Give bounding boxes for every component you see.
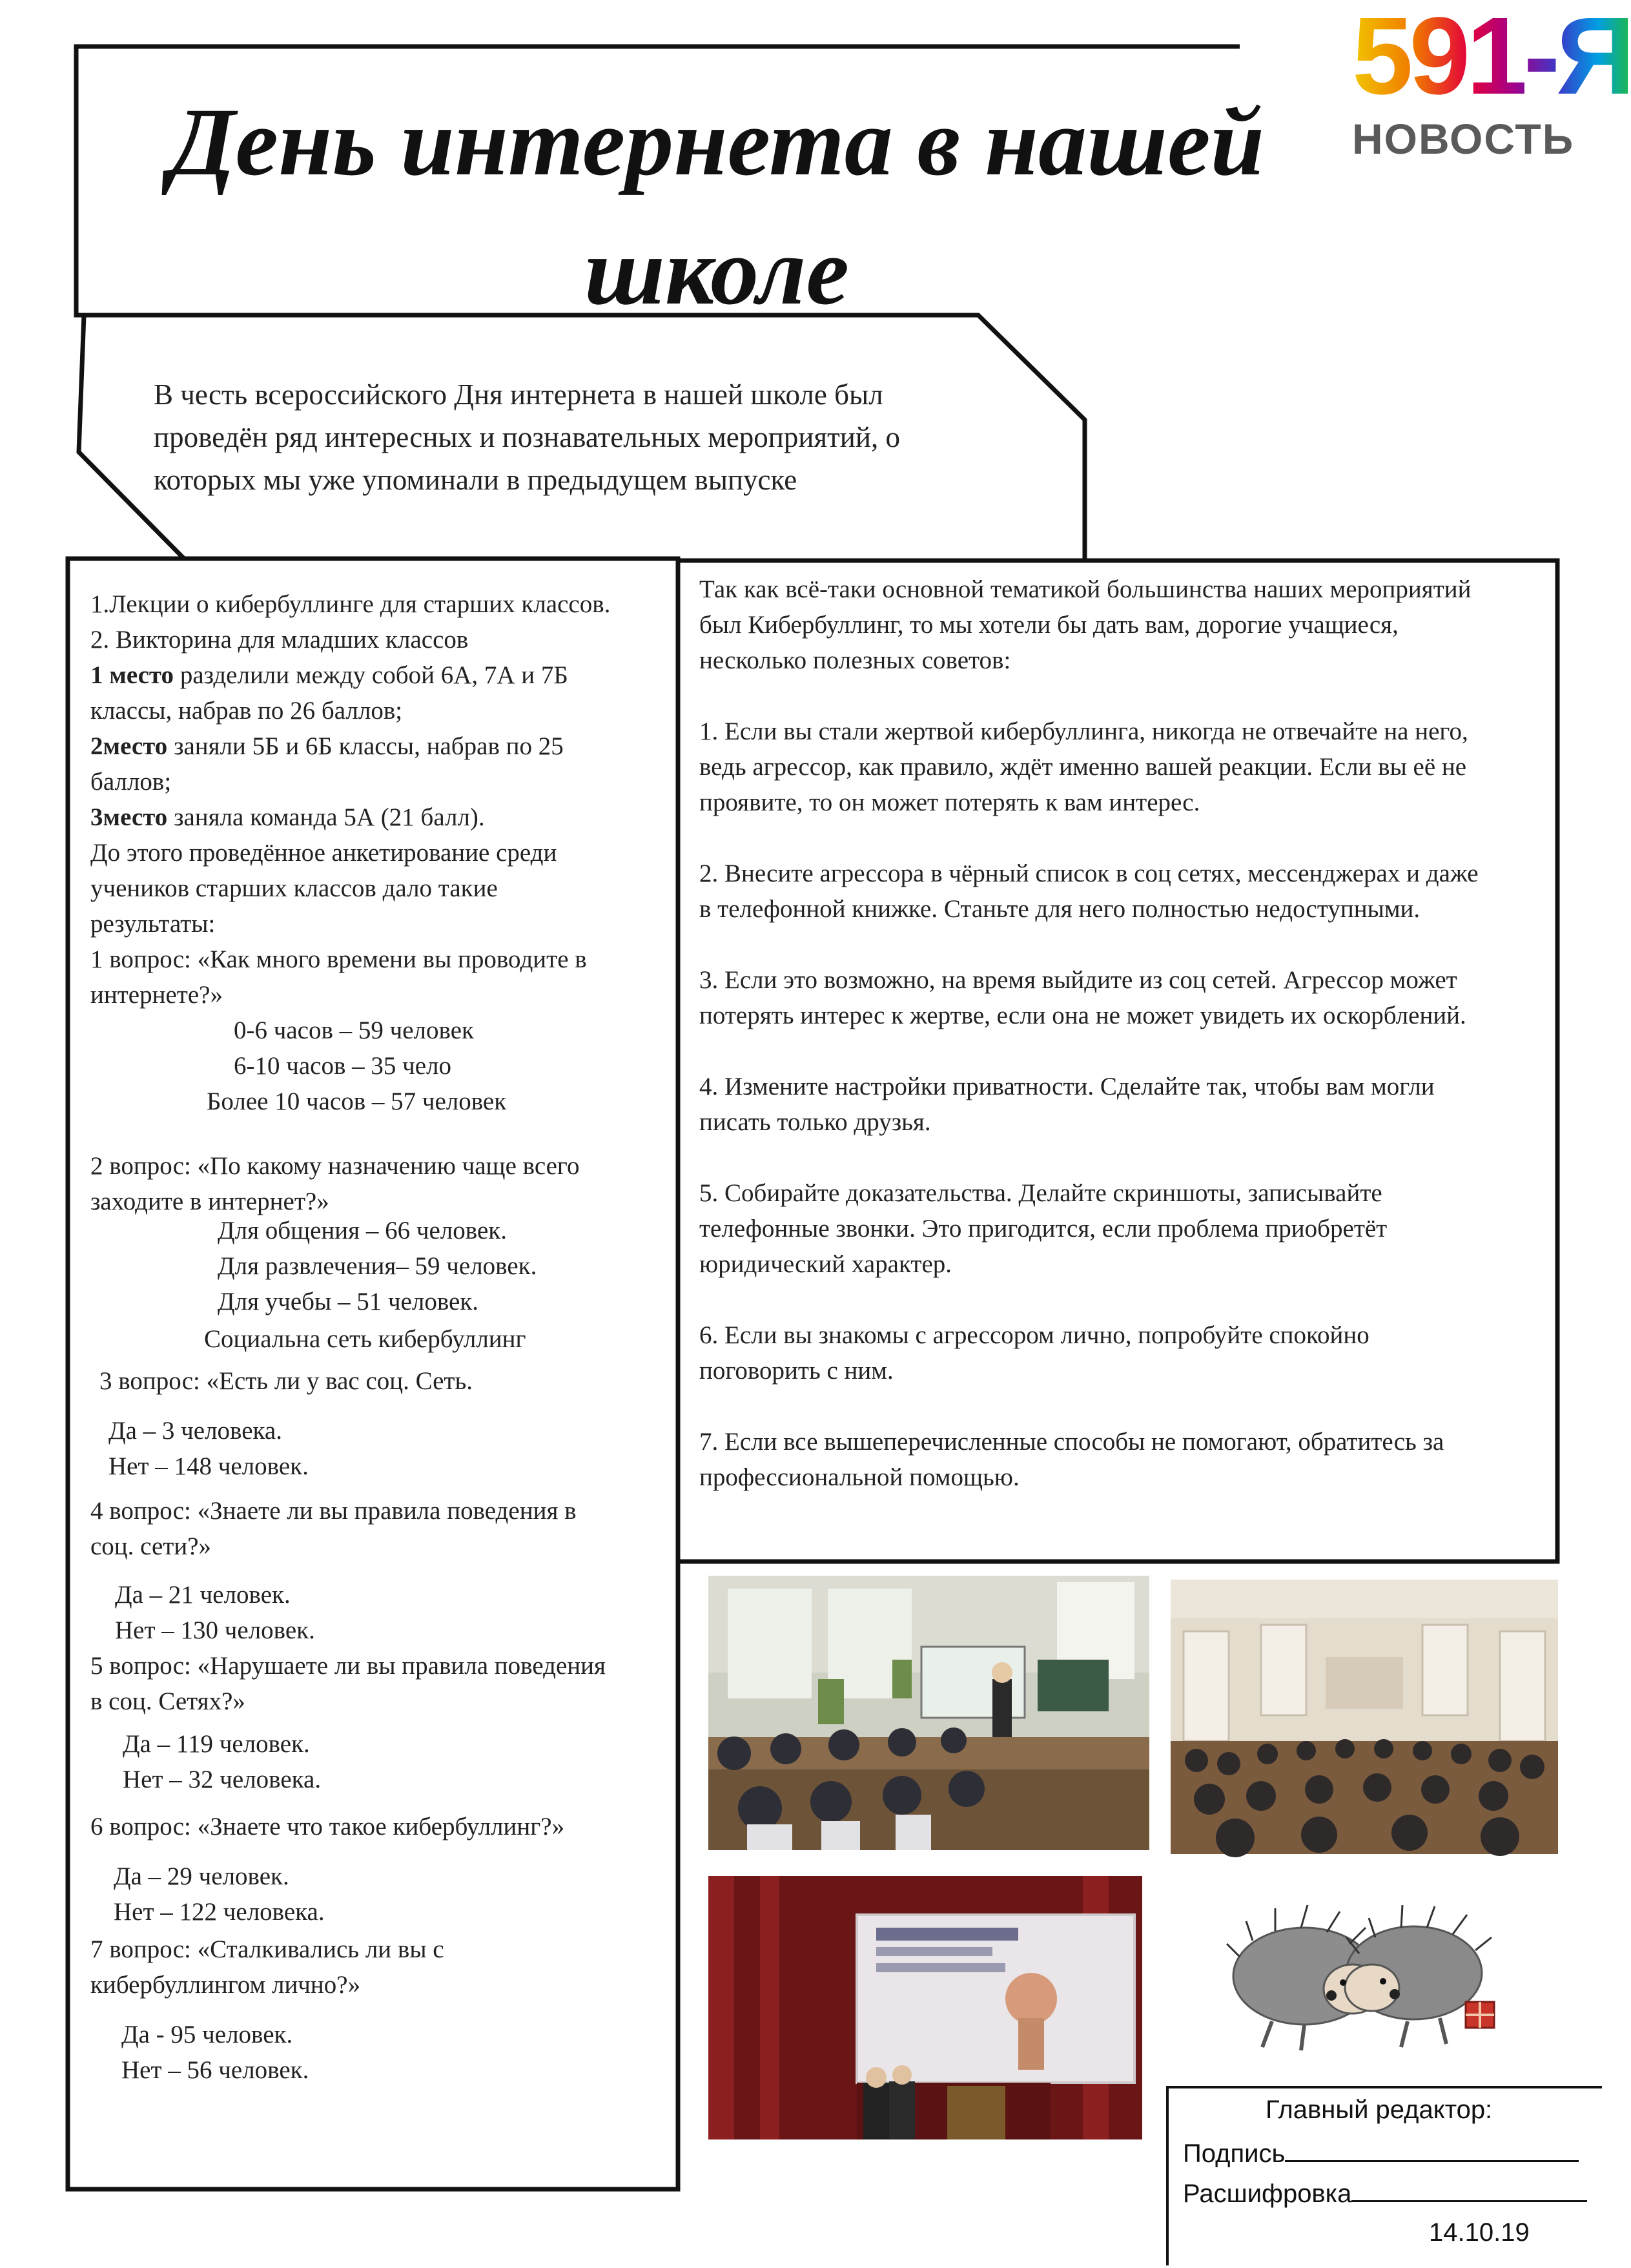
question-1: интернете?» [90, 981, 223, 1009]
answer: Да – 119 человек. [123, 1730, 310, 1758]
tip-5: 5. Собирайте доказательства. Делайте скриншоты, записывайте [699, 1179, 1382, 1207]
answer: Нет – 148 человек. [108, 1452, 309, 1480]
tips-intro: несколько полезных советов: [699, 646, 1011, 674]
answer: Нет – 122 человека. [114, 1898, 325, 1926]
newspaper-logo [1352, 0, 1631, 168]
place-text: заняла команда 5А (21 балл). [167, 803, 485, 831]
tip-6: поговорить с ним. [699, 1357, 894, 1385]
answer: Да – 3 человека. [108, 1417, 282, 1445]
tip-5: телефонные звонки. Это пригодится, если проблема приобретёт [699, 1215, 1388, 1242]
logo-number: 591-Я [1352, 0, 1631, 118]
tip-6: 6. Если вы знакомы с агрессором лично, попробуйте спокойно [699, 1321, 1369, 1349]
decode-blank [1351, 2176, 1587, 2202]
place-label: 1 место [90, 661, 174, 689]
question-6: 6 вопрос: «Знаете что такое кибербуллинг?» [90, 1813, 565, 1840]
quiz-place-2 [90, 728, 672, 764]
tips-intro: Так как всё-таки основной тематикой большинства наших мероприятий [699, 575, 1472, 603]
decode-label: Расшифровка [1183, 2180, 1352, 2208]
question-3: 3 вопрос: «Есть ли у вас соц. Сеть. [99, 1367, 473, 1395]
answer: Нет – 56 человек. [121, 2056, 309, 2084]
quiz-place-1 [90, 657, 672, 693]
editor-block [1169, 2087, 1608, 2268]
text-line: 1.Лекции о кибербуллинге для старших классов. [90, 590, 611, 618]
answer: Для учебы – 51 человек. [218, 1288, 479, 1315]
tip-4: 4. Измените настройки приватности. Сделайте так, чтобы вам могли [699, 1073, 1435, 1100]
classroom-photo [708, 1576, 1149, 1850]
presentation-photo [708, 1876, 1142, 2139]
intro-line: которых мы уже упоминали в предыдущем выпуске [154, 464, 797, 496]
tip-1: ведь агрессор, как правило, ждёт именно вашей реакции. Если вы её не [699, 753, 1467, 781]
signature-label: Подпись [1183, 2139, 1286, 2168]
question-7: кибербуллингом лично?» [90, 1971, 361, 1999]
issue-date: 14.10.19 [1429, 2218, 1530, 2247]
text-line: результаты: [90, 910, 216, 938]
logo-subtitle: НОВОСТЬ [1352, 115, 1575, 163]
answer: Для общения – 66 человек. [218, 1217, 507, 1244]
tip-2: 2. Внесите агрессора в чёрный список в соц сетях, мессенджерах и даже [699, 860, 1479, 887]
place-label: 2место [90, 732, 168, 760]
assembly-hall-photo [1171, 1580, 1558, 1854]
tip-4: писать только друзья. [699, 1108, 931, 1136]
tip-7: 7. Если все вышеперечисленные способы не помогают, обратитесь за [699, 1428, 1444, 1456]
text-line: До этого проведённое анкетирование среди [90, 839, 557, 867]
tip-5: юридический характер. [699, 1250, 952, 1278]
question-4: 4 вопрос: «Знаете ли вы правила поведения в [90, 1497, 577, 1525]
tip-3: потерять интерес к жертве, если она не может увидеть их оскорблений. [699, 1002, 1466, 1029]
tips-intro: был Кибербуллинг, то мы хотели бы дать вам, дорогие учащиеся, [699, 611, 1399, 639]
survey-column [90, 586, 672, 2088]
question-2: 2 вопрос: «По какому назначению чаще всего [90, 1152, 580, 1180]
tip-2: в телефонной книжке. Станьте для него полностью недоступными. [699, 895, 1421, 923]
answer: Для развлечения– 59 человек. [218, 1252, 537, 1280]
intro-text [154, 373, 1058, 501]
place-text: разделили между собой 6А, 7А и 7Б [174, 661, 568, 689]
text-line: баллов; [90, 768, 172, 796]
question-2: заходите в интернет?» [90, 1188, 329, 1215]
intro-line: В честь всероссийского Дня интернета в нашей школе был [154, 378, 883, 411]
tips-column [699, 572, 1571, 1495]
question-1: 1 вопрос: «Как много времени вы проводите в [90, 945, 587, 973]
answer: Социальна сеть кибербуллинг [204, 1325, 526, 1353]
hedgehogs-illustration [1214, 1892, 1514, 2057]
signature-line [1183, 2136, 1579, 2170]
answer: Да – 21 человек. [115, 1581, 291, 1609]
quiz-place-3 [90, 799, 672, 835]
text-line: 2. Викторина для младших классов [90, 626, 469, 654]
intro-line: проведён ряд интересных и познавательных мероприятий, о [154, 421, 900, 453]
answer: 6-10 часов – 35 чело [234, 1052, 452, 1080]
decode-line [1183, 2176, 1587, 2210]
place-label: 3место [90, 803, 168, 831]
place-text: заняли 5Б и 6Б классы, набрав по 25 [167, 732, 564, 760]
title-line-2: школе [584, 218, 850, 325]
question-4: соц. сети?» [90, 1532, 212, 1560]
answer: Нет – 32 человека. [123, 1766, 322, 1793]
title-line-1: День интернета в нашей [169, 88, 1265, 196]
answer: Нет – 130 человек. [115, 1616, 315, 1644]
text-line: классы, набрав по 26 баллов; [90, 697, 403, 725]
tip-1: проявите, то он может потерять к вам интерес. [699, 789, 1200, 816]
signature-blank [1285, 2136, 1579, 2162]
editor-title: Главный редактор: [1266, 2096, 1493, 2124]
answer: 0-6 часов – 59 человек [234, 1016, 474, 1044]
page-title [129, 77, 1304, 336]
question-7: 7 вопрос: «Сталкивались ли вы с [90, 1935, 444, 1963]
question-5: в соц. Сетях?» [90, 1687, 245, 1715]
answer: Да – 29 человек. [114, 1862, 289, 1890]
tip-7: профессиональной помощью. [699, 1463, 1020, 1491]
question-5: 5 вопрос: «Нарушаете ли вы правила поведения [90, 1652, 606, 1680]
tip-1: 1. Если вы стали жертвой кибербуллинга, никогда не отвечайте на него, [699, 717, 1468, 745]
answer: Более 10 часов – 57 человек [207, 1088, 507, 1115]
answer: Да - 95 человек. [121, 2021, 293, 2048]
text-line: учеников старших классов дало такие [90, 874, 498, 902]
tip-3: 3. Если это возможно, на время выйдите из соц сетей. Агрессор может [699, 966, 1457, 994]
